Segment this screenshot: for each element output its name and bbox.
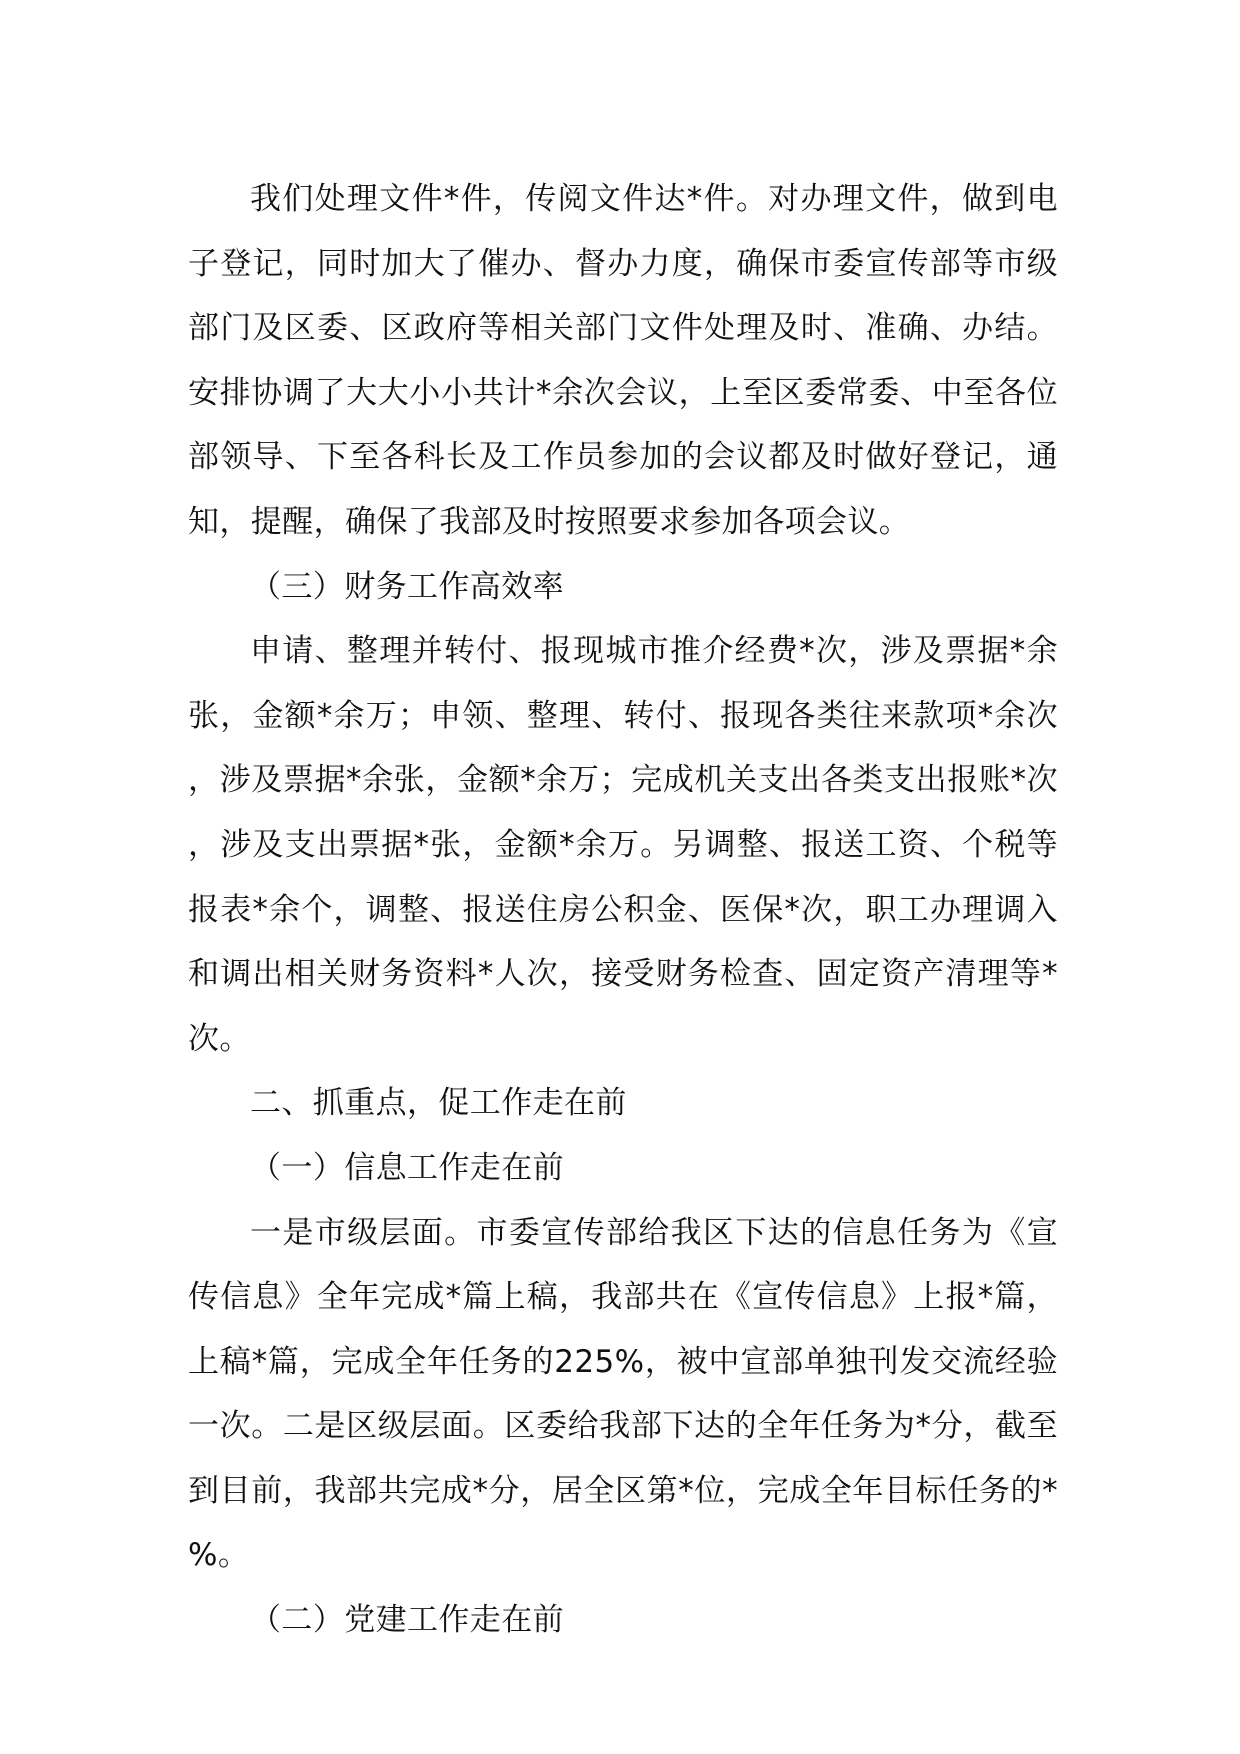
- heading-party-building: （二）党建工作走在前: [250, 1602, 564, 1639]
- heading-finance-efficiency: （三）财务工作高效率: [250, 568, 564, 605]
- paragraph-finance-work: 申请、整理并转付、报现城市推介经费*次，涉及票据*余张，金额*余万；申领、整理、转付、报现各类往来款项*余次，涉及票据*余张，金额*余万；完成机关支出各类支出报账*次，涉及支出票据*张，金额*余万。另调整、报送工资、个税等报表*余个，调整、报送住房公积金、医保*次，职工办理调入和调出相关财务资料*人次，接受财务检查、固定资产清理等*次。: [188, 633, 1058, 1057]
- document-body: [188, 167, 1058, 1653]
- paragraph-information-work: 一是市级层面。市委宣传部给我区下达的信息任务为《宣传信息》全年完成*篇上稿，我部共在《宣传信息》上报*篇，上稿*篇，完成全年任务的225%，被中宣部单独刊发交流经验一次。二是区级层面。区委给我部下达的全年任务为*分，截至到目前，我部共完成*分，居全区第*位，完成全年目标任务的*%。: [188, 1214, 1058, 1574]
- heading-information-work: （一）信息工作走在前: [250, 1149, 564, 1186]
- heading-section-two: 二、抓重点，促工作走在前: [250, 1085, 627, 1122]
- paragraph-document-handling: 我们处理文件*件，传阅文件达*件。对办理文件，做到电子登记，同时加大了催办、督办力度，确保市委宣传部等市级部门及区委、区政府等相关部门文件处理及时、准确、办结。安排协调了大大小小共计*余次会议，上至区委常委、中至各位部领导、下至各科长及工作员参加的会议都及时做好登记，通知，提醒，确保了我部及时按照要求参加各项会议。: [188, 181, 1058, 540]
